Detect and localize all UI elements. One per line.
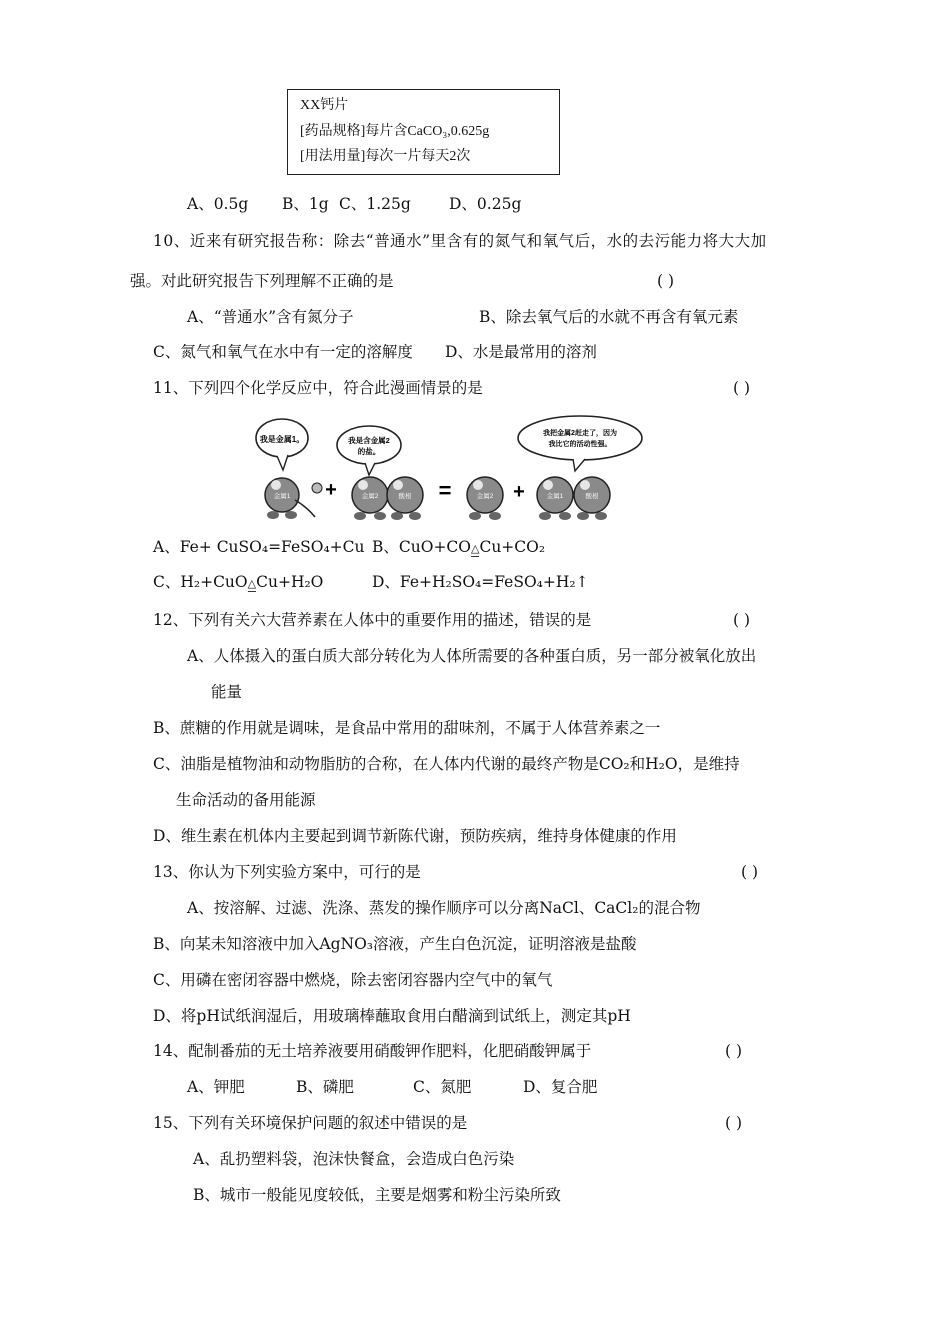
q12-stem: 12、下列有关六大营养素在人体中的重要作用的描述，错误的是 <box>153 611 592 629</box>
plus-sign-1: + <box>325 479 337 501</box>
q12-option-d: D、维生素在机体内主要起到调节新陈代谢，预防疾病，维持身体健康的作用 <box>153 827 677 845</box>
q11-option-d: D、Fe+H₂SO₄=FeSO₄+H₂↑ <box>372 573 589 591</box>
label-spec: [药品规格]每片含CaCO₃,0.625g <box>300 124 490 139</box>
speech-bubble-3 <box>518 416 642 460</box>
svg-text:金属2: 金属2 <box>476 493 494 500</box>
svg-text:酸根: 酸根 <box>398 493 412 500</box>
q15-option-b: B、城市一般能见度较低，主要是烟雾和粉尘污染所致 <box>193 1186 561 1204</box>
q10-option-d: D、水是最常用的溶剂 <box>445 343 597 361</box>
speech-bubble-2 <box>337 426 401 464</box>
svg-text:酸根: 酸根 <box>585 493 599 500</box>
label-title: XX钙片 <box>300 98 349 113</box>
metal-displacement-cartoon <box>255 415 650 527</box>
q10-answer-paren: ( ) <box>657 272 675 290</box>
q14-options <box>187 1077 597 1097</box>
q12-option-c-line1: C、油脂是植物油和动物脂肪的合称，在人体内代谢的最终产物是CO₂和H₂O，是维持 <box>153 755 740 773</box>
q10-option-a: A、“普通水”含有氮分子 <box>187 308 354 326</box>
q14-option-a: A、钾肥 <box>187 1078 245 1096</box>
equals-sign: = <box>438 478 452 503</box>
plus-sign-2: + <box>513 481 525 503</box>
metal2-salt-character <box>352 477 423 520</box>
q9-option-c: C、1.25g <box>339 195 411 213</box>
q15-answer-paren: ( ) <box>725 1114 743 1132</box>
q13-option-a: A、按溶解、过滤、洗涤、蒸发的操作顺序可以分离NaCl、CaCl₂的混合物 <box>187 899 701 917</box>
svg-text:金属1: 金属1 <box>546 493 564 500</box>
q11-option-a: A、Fe+ CuSO₄=FeSO₄+Cu <box>153 538 365 556</box>
q11-option-b: B、CuO+CO△Cu+CO₂ <box>372 537 545 559</box>
q12-answer-paren: ( ) <box>733 611 751 629</box>
bubble-3-text-line2: 我比它的活动性强。 <box>548 441 612 448</box>
q14-option-b: B、磷肥 <box>296 1078 354 1096</box>
q13-stem: 13、你认为下列实验方案中，可行的是 <box>153 863 421 881</box>
svg-text:金属2: 金属2 <box>361 493 379 500</box>
metal1-salt-character <box>537 477 610 520</box>
q9-option-a: A、0.5g <box>187 195 249 213</box>
q14-option-d: D、复合肥 <box>523 1078 598 1096</box>
svg-text:金属1: 金属1 <box>273 493 291 500</box>
q12-option-a-line1: A、人体摄入的蛋白质大部分转化为人体所需要的各种蛋白质，另一部分被氧化放出 <box>187 647 757 665</box>
q10-option-b: B、除去氧气后的水就不再含有氧元素 <box>479 308 739 326</box>
q13-option-d: D、将pH试纸润湿后，用玻璃棒蘸取食用白醋滴到试纸上，测定其pH <box>153 1007 631 1025</box>
q13-option-b: B、向某未知溶液中加入AgNO₃溶液，产生白色沉淀，证明溶液是盐酸 <box>153 935 637 953</box>
bubble-1-text: 我是金属1。 <box>259 435 305 444</box>
q14-answer-paren: ( ) <box>725 1042 743 1060</box>
q11-option-c: C、H₂+CuO△Cu+H₂O <box>153 572 323 594</box>
metal1-character <box>265 478 315 519</box>
q12-option-c-line2: 生命活动的备用能源 <box>176 791 316 809</box>
q13-option-c: C、用磷在密闭容器中燃烧，除去密闭容器内空气中的氧气 <box>153 971 553 989</box>
q12-option-b: B、蔗糖的作用就是调味，是食品中常用的甜味剂，不属于人体营养素之一 <box>153 719 661 737</box>
q13-answer-paren: ( ) <box>741 863 759 881</box>
q9-options <box>187 194 521 214</box>
q9-option-d: D、0.25g <box>449 195 522 213</box>
q14-option-c: C、氮肥 <box>413 1078 472 1096</box>
q10-option-c: C、氮气和氧气在水中有一定的溶解度 <box>153 343 413 361</box>
label-usage: [用法用量]每次一片每天2次 <box>300 149 471 164</box>
q12-option-a-line2: 能量 <box>211 683 243 701</box>
heat-symbol: △ <box>248 574 256 594</box>
q9-option-b: B、1g <box>282 195 329 213</box>
q11-stem: 11、下列四个化学反应中，符合此漫画情景的是 <box>153 379 483 397</box>
bubble-2-text-line1: 我是含金属2 <box>348 436 390 445</box>
q15-option-a: A、乱扔塑料袋，泡沫快餐盒，会造成白色污染 <box>193 1150 515 1168</box>
q10-stem-line1: 10、近来有研究报告称：除去“普通水”里含有的氮气和氧气后，水的去污能力将大大加 <box>153 232 767 250</box>
q11-answer-paren: ( ) <box>733 379 751 397</box>
metal2-character <box>467 477 503 520</box>
q15-stem: 15、下列有关环境保护问题的叙述中错误的是 <box>153 1114 468 1132</box>
heat-symbol: △ <box>471 539 479 559</box>
q14-stem: 14、配制番茄的无土培养液要用硝酸钾作肥料，化肥硝酸钾属于 <box>153 1042 592 1060</box>
bubble-2-text-line2: 的盐。 <box>357 447 381 456</box>
bubble-3-text-line1: 我把金属2赶走了，因为 <box>543 430 617 437</box>
q10-stem-line2: 强。对此研究报告下列理解不正确的是 <box>130 272 394 290</box>
calcium-label-box <box>287 89 560 175</box>
